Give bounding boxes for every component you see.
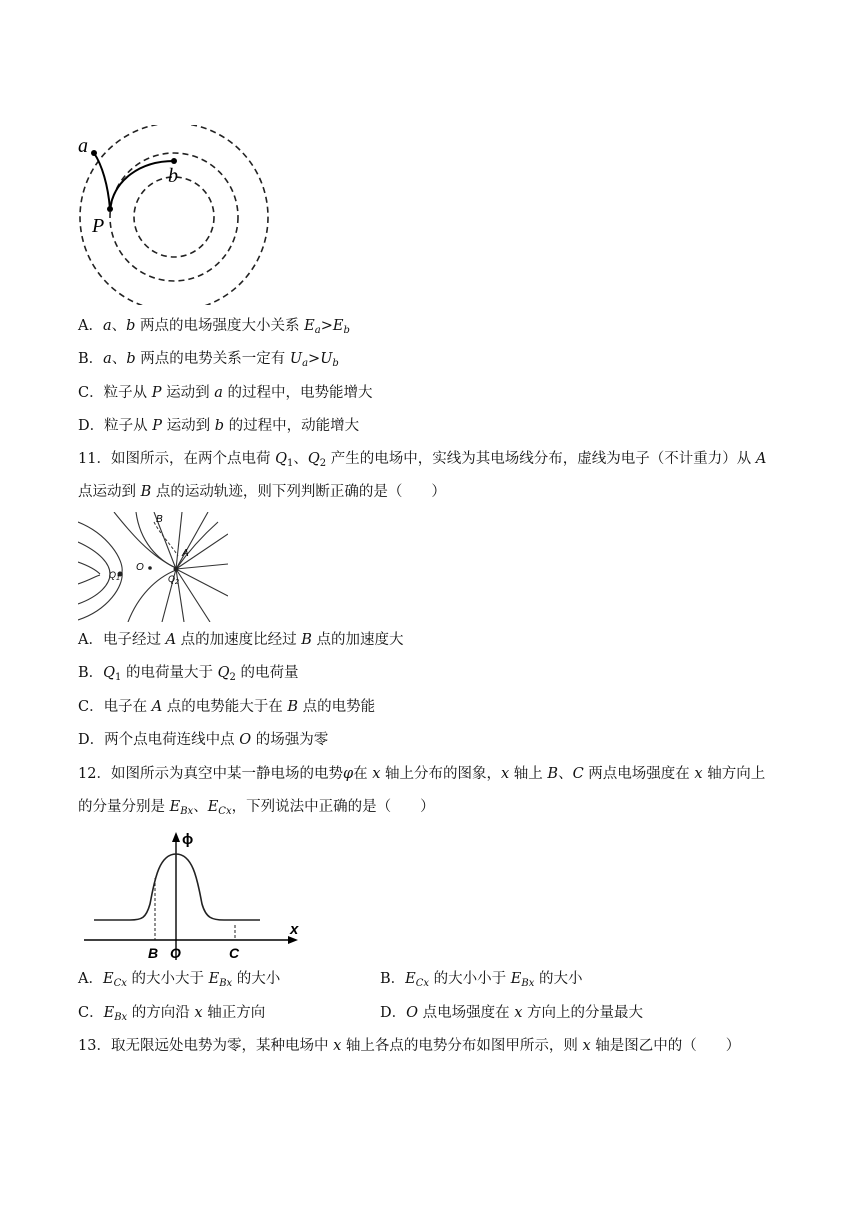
q12-option-a: A．$E_{Cx}$ 的大小大于 $E_{Bx}$ 的大小	[78, 971, 281, 989]
fig12-label-o: O	[170, 945, 181, 960]
label-p: P	[92, 215, 105, 237]
fig11-label-o: O	[136, 562, 144, 573]
label-a: a	[78, 135, 88, 157]
trajectory-p-to-a	[94, 153, 110, 209]
point-b	[171, 158, 177, 164]
point-a	[91, 150, 97, 156]
equipotential-inner	[134, 177, 214, 257]
trajectory-p-to-b	[110, 161, 174, 209]
fig12-label-phi: ϕ	[182, 831, 194, 848]
q10-option-a: A．a、b 两点的电场强度大小关系 $E_a>E_b$	[78, 318, 350, 336]
fig12-label-b: B	[148, 945, 159, 960]
q11-stem-line2: 点运动到 B 点的运动轨迹，则下列判断正确的是（ ）	[78, 484, 446, 500]
q13-stem: 13．取无限远处电势为零，某种电场中 x 轴上各点的电势分布如图甲所示，则 x 轴是图乙中的（ ）	[78, 1038, 741, 1054]
potential-curve	[94, 854, 260, 920]
q10-figure	[70, 125, 280, 305]
q11-option-b: B．$Q_1$ 的电荷量大于 $Q_2$ 的电荷量	[78, 665, 299, 683]
q11-stem-line1: 11．如图所示，在两个点电荷 $Q_1$、$Q_2$ 产生的电场中，实线为其电场线分布，虚线为电子（不计重力）从 A	[78, 451, 767, 469]
q12-option-b: B．$E_{Cx}$ 的大小小于 $E_{Bx}$ 的大小	[380, 971, 583, 989]
q11-option-d: D．两个点电荷连线中点 O 的场强为零	[78, 732, 329, 748]
equipotential-outer	[80, 125, 268, 305]
fig12-label-x: x	[290, 921, 299, 938]
fig11-label-q2: $Q_2$	[168, 574, 179, 586]
midpoint-o	[148, 566, 152, 570]
q11-figure	[78, 512, 228, 622]
charge-q2	[174, 567, 179, 572]
q12-stem-line1: 12．如图所示为真空中某一静电场的电势φ在 x 轴上分布的图象，x 轴上 B、C 两点电场强度在 x 轴方向上	[78, 766, 766, 782]
label-b: b	[168, 165, 178, 187]
fig11-label-b: B	[156, 514, 163, 525]
fig11-label-a: A	[182, 548, 189, 559]
fig11-label-q1: $Q_1$	[109, 570, 120, 582]
q12-option-c: C．$E_{Bx}$ 的方向沿 x 轴正方向	[78, 1005, 266, 1023]
q10-option-b: B．a、b 两点的电势关系一定有 $U_a>U_b$	[78, 351, 339, 369]
fig12-label-c: C	[229, 945, 240, 960]
point-p	[107, 206, 113, 212]
phi-axis-arrow	[172, 832, 180, 842]
q12-stem-line2: 的分量分别是 $E_{Bx}$、$E_{Cx}$，下列说法中正确的是（ ）	[78, 799, 435, 817]
electron-trajectory	[154, 522, 178, 556]
q12-option-d: D．O 点电场强度在 x 方向上的分量最大	[380, 1005, 644, 1021]
q11-option-c: C．电子在 A 点的电势能大于在 B 点的电势能	[78, 699, 376, 715]
q12-figure	[84, 828, 310, 960]
q10-option-d: D．粒子从 P 运动到 b 的过程中，动能增大	[78, 418, 360, 434]
q11-option-a: A．电子经过 A 点的加速度比经过 B 点的加速度大	[78, 632, 404, 648]
q10-option-c: C．粒子从 P 运动到 a 的过程中，电势能增大	[78, 385, 373, 401]
